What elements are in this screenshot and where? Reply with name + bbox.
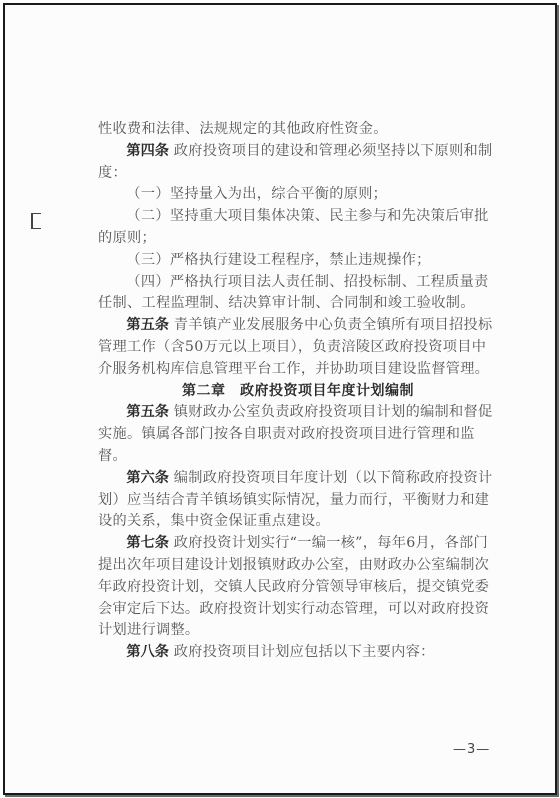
paragraph-text: （二）坚持重大项目集体决策、民主参与和先决策后审批的原则； <box>98 208 489 246</box>
article-heading: 第五条 <box>126 404 169 421</box>
article-heading: 第八条 <box>126 644 169 661</box>
paragraph-text: 政府投资项目的建设和管理必须坚持以下原则和制度： <box>98 142 493 181</box>
paragraph-text: （四）严格执行项目法人责任制、招投标制、工程质量责任制、工程监理制、结决算审计制、合同制和竣工验收制。 <box>98 273 489 312</box>
article-7 <box>98 533 498 642</box>
article-heading: 第四条 <box>126 142 169 159</box>
list-item-3 <box>98 250 498 272</box>
article-heading: 第七条 <box>126 535 169 552</box>
article-heading: 第六条 <box>126 469 169 486</box>
paragraph-text: 镇财政办公室负责政府投资项目计划的编制和督促实施。镇属各部门按各自职责对政府投资项目进行管理和监督。 <box>98 404 493 464</box>
article-4 <box>98 141 498 185</box>
article-heading: 第五条 <box>126 317 169 334</box>
page-number: —3— <box>453 742 491 757</box>
document-body <box>98 119 498 664</box>
binding-mark <box>31 213 41 229</box>
list-item-2 <box>98 206 498 250</box>
paragraph-text: 性收费和法律、法规规定的其他政府性资金。 <box>98 121 388 137</box>
paragraph-text: （三）严格执行建设工程程序，禁止违规操作； <box>126 251 431 268</box>
paragraph-text: 编制政府投资项目年度计划（以下简称政府投资计划）应当结合青羊镇场镇实际情况，量力而行，平衡财力和建设的关系，集中资金保证重点建设。 <box>98 469 493 530</box>
article-8 <box>98 642 498 664</box>
article-6 <box>98 468 498 533</box>
paragraph-text: 青羊镇产业发展服务中心负责全镇所有项目招投标管理工作（含50万元以上项目），负责涪陵区政府投资项目中介服务机构库信息管理平台工作，并协助项目建设监督管理。 <box>98 317 493 377</box>
paragraph-text: 政府投资计划实行“一编一核”，每年6月，各部门提出次年项目建设计划报镇财政办公室，由财政办公室编制次年政府投资计划，交镇人民政府分管领导审核后，提交镇党委会审定后下达。政府投资计划实行动态管理，可以对政府投资计划进行调整。 <box>98 535 490 639</box>
list-item-4 <box>98 272 498 316</box>
article-5-first <box>98 315 498 380</box>
paragraph-text: （一）坚持量入为出，综合平衡的原则； <box>126 186 388 203</box>
article-5-second <box>98 402 498 467</box>
paragraph-text: 政府投资项目计划应包括以下主要内容： <box>173 644 435 661</box>
list-item-1 <box>98 184 498 206</box>
chapter-title: 第二章 政府投资项目年度计划编制 <box>182 382 414 399</box>
document-page <box>3 3 557 795</box>
paragraph-continuation <box>98 119 498 141</box>
